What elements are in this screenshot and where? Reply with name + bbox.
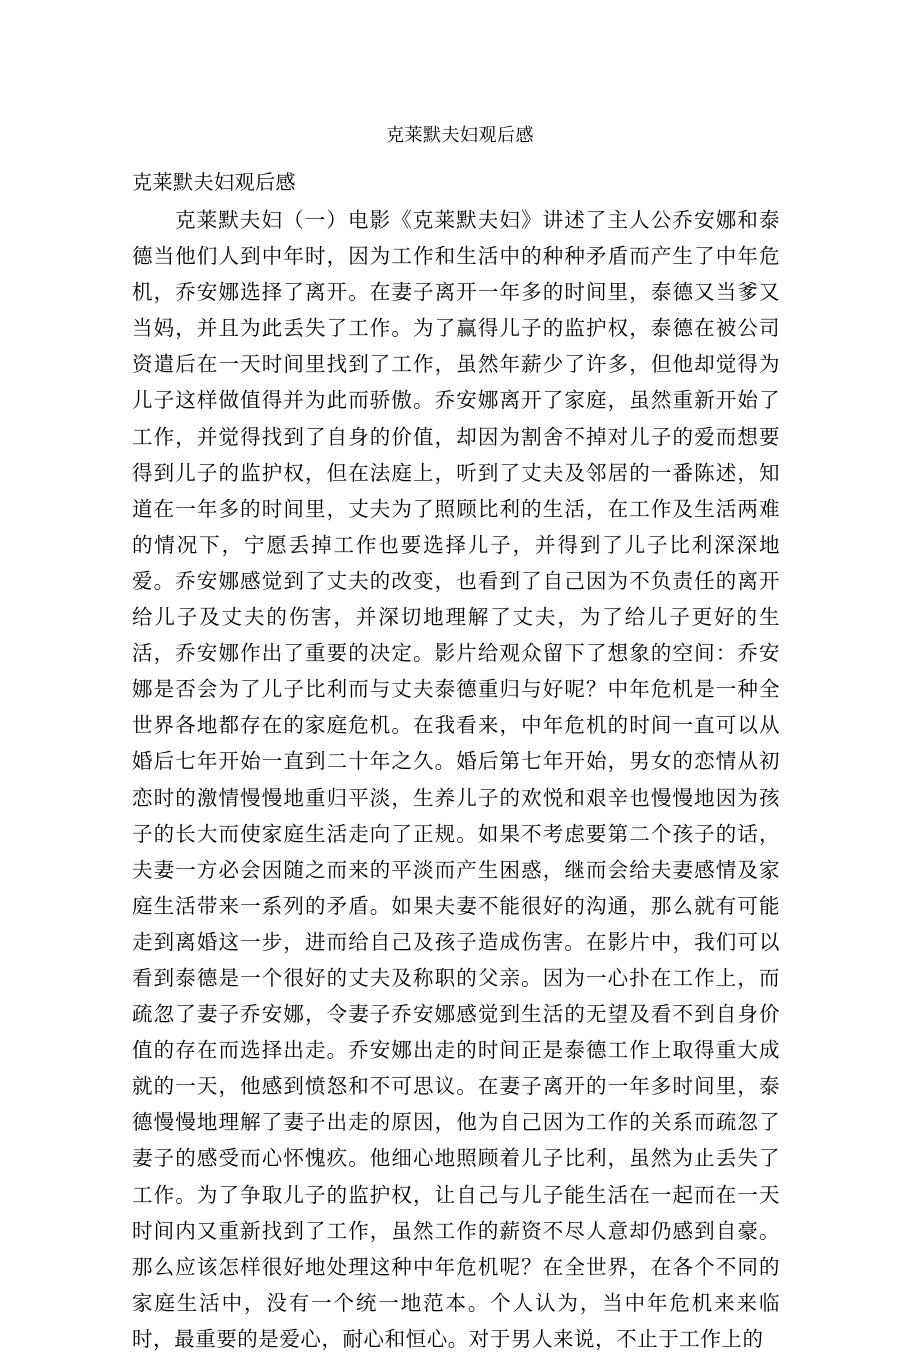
document-subtitle: 克莱默夫妇观后感	[132, 170, 296, 194]
document-body-paragraph: 克莱默夫妇（一）电影《克莱默夫妇》讲述了主人公乔安娜和泰德当他们人到中年时，因为工作和生活中的种种矛盾而产生了中年危机，乔安娜选择了离开。在妻子离开一年多的时间里，泰德又当爹又当妈，并且为此丢失了工作。为了赢得儿子的监护权，泰德在被公司资遣后在一天时间里找到了工作，虽然年薪少了许多，但他却觉得为儿子这样做值得并为此而骄傲。乔安娜离开了家庭，虽然重新开始了工作，并觉得找到了自身的价值，却因为割舍不掉对儿子的爱而想要得到儿子的监护权，但在法庭上，听到了丈夫及邻居的一番陈述，知道在一年多的时间里，丈夫为了照顾比利的生活，在工作及生活两难的情况下，宁愿丢掉工作也要选择儿子，并得到了儿子比利深深地爱。乔安娜感觉到了丈夫的改变，也看到了自己因为不负责任的离开给儿子及丈夫的伤害，并深切地理解了丈夫，为了给儿子更好的生活，乔安娜作出了重要的决定。影片给观众留下了想象的空间：乔安娜是否会为了儿子比利而与丈夫泰德重归与好呢？中年危机是一种全世界各地都存在的家庭危机。在我看来，中年危机的时间一直可以从婚后七年开始一直到二十年之久。婚后第七年开始，男女的恋情从初恋时的激情慢慢地重归平淡，生养儿子的欢悦和艰辛也慢慢地因为孩子的长大而使家庭生活走向了正规。如果不考虑要第二个孩子的话，夫妻一方必会因随之而来的平淡而产生困惑，继而会给夫妻感情及家庭生活带来一系列的矛盾。如果夫妻不能很好的沟通，那么就有可能走到离婚这一步，进而给自己及孩子造成伤害。在影片中，我们可以看到泰德是一个很好的丈夫及称职的父亲。因为一心扑在工作上，而疏忽了妻子乔安娜，令妻子乔安娜感觉到生活的无望及看不到自身价值的存在而选择出走。乔安娜出走的时间正是泰德工作上取得重大成就的一天，他感到愤怒和不可思议。在妻子离开的一年多时间里，泰德慢慢地理解了妻子出走的原因，他为自己因为工作的关系而疏忽了妻子的感受而心怀愧疚。他细心地照顾着儿子比利，虽然为止丢失了工作。为了争取儿子的监护权，让自己与儿子能生活在一起而在一天时间内又重新找到了工作，虽然工作的薪资不尽人意却仍感到自豪。那么应该怎样很好地处理这种中年危机呢？在全世界，在各个不同的家庭生活中，没有一个统一地范本。个人认为，当中年危机来来临时，最重要的是爱心，耐心和恒心。对于男人来说，不止于工作上的	[132, 208, 780, 1351]
document-title: 克莱默夫妇观后感	[386, 125, 534, 146]
